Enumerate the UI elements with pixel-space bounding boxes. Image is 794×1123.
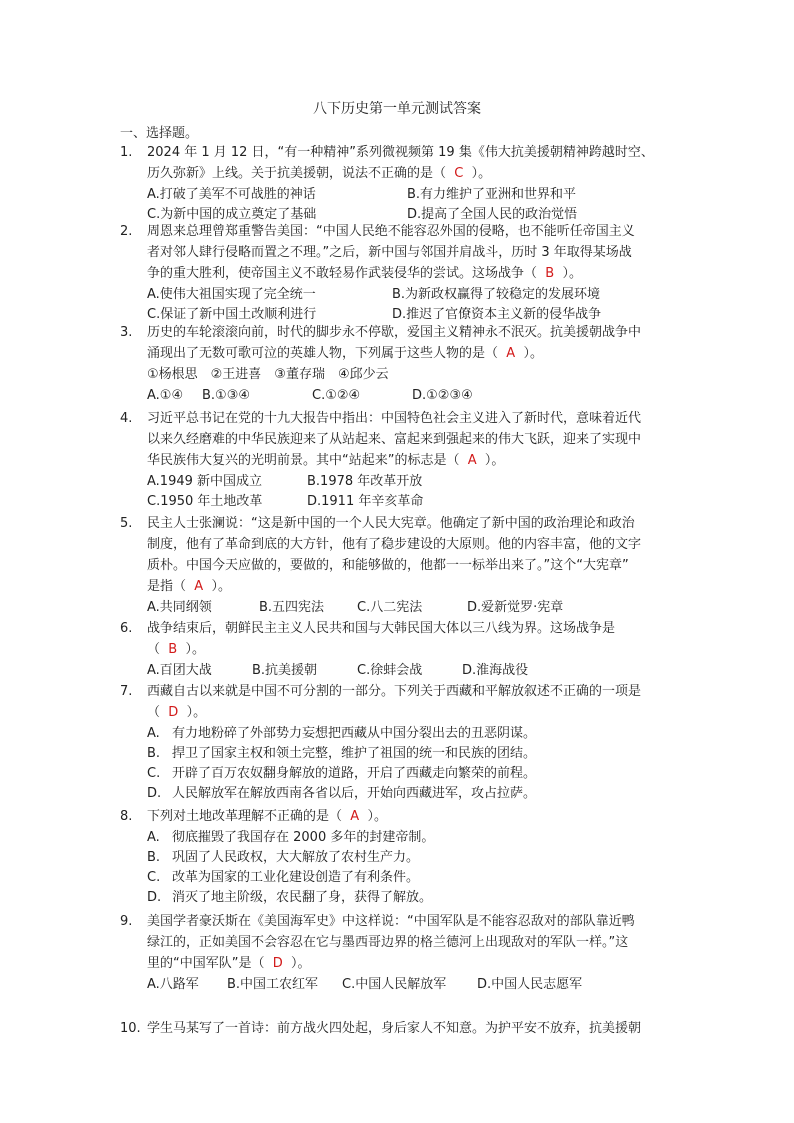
option-letter: B.	[147, 746, 161, 761]
question-line	[147, 142, 692, 163]
answer-mark: A	[498, 346, 524, 361]
question-body	[147, 806, 692, 907]
question-body	[147, 408, 692, 511]
question-line	[147, 322, 692, 343]
option-b: B.①③④	[202, 388, 251, 403]
question-line	[147, 932, 692, 953]
question-number: 4.	[120, 411, 133, 426]
question-number: 9.	[120, 914, 133, 929]
question-body	[147, 911, 692, 994]
question-text: 以来久经磨难的中华民族迎来了从站起来、富起来到强起来的伟大飞跃，迎来了实现中	[147, 432, 642, 447]
question-text: （	[147, 642, 161, 657]
answer-mark: C	[446, 166, 472, 181]
option-text: 巩固了人民政权，大大解放了农村生产力。	[172, 850, 420, 865]
question-line	[147, 1018, 692, 1039]
question-text: 习近平总书记在党的十九大报告中指出：中国特色社会主义进入了新时代，意味着近代	[147, 411, 642, 426]
option-row	[147, 284, 692, 304]
option-letter: D.	[147, 890, 162, 905]
question-line	[147, 408, 692, 429]
question-line	[147, 263, 692, 284]
question-text: 民主人士张澜说：“这是新中国的一个人民大宪章。他确定了新中国的政治理论和政治	[147, 516, 635, 531]
option-text: 改革为国家的工业化建设创造了有利条件。	[172, 870, 420, 885]
question-line	[147, 953, 692, 974]
option-b: B.中国工农红军	[227, 977, 319, 992]
question-number: 3.	[120, 325, 133, 340]
option-c: C.中国人民解放军	[342, 977, 447, 992]
question-5	[120, 513, 692, 617]
question-number: 6.	[120, 621, 133, 636]
option-row	[147, 385, 692, 405]
option-letter: A.	[147, 726, 160, 741]
option-text: 开辟了百万农奴翻身解放的道路，开启了西藏走向繁荣的前程。	[172, 766, 537, 781]
item-choices: ①杨根思 ②王进喜 ③董存瑞 ④邱少云	[147, 367, 389, 382]
question-body	[147, 142, 692, 224]
question-text: 质朴。中国今天应做的，要做的，和能够做的，他都一一标举出来了。”这个“大宪章”	[147, 558, 629, 573]
option-c: C.1950 年土地改革	[147, 494, 263, 509]
option-c: C.徐蚌会战	[357, 663, 423, 678]
question-number: 7.	[120, 684, 133, 699]
option-row	[147, 763, 692, 783]
question-1	[120, 142, 692, 224]
option-a: A.打破了美军不可战胜的神话	[147, 187, 316, 202]
question-line	[147, 513, 692, 534]
question-line	[147, 555, 692, 576]
option-d: D.1911 年辛亥革命	[307, 494, 424, 509]
option-a: A.1949 新中国成立	[147, 474, 263, 489]
option-a: A.①④	[147, 388, 184, 403]
option-letter: D.	[147, 786, 162, 801]
question-number: 10.	[120, 1021, 141, 1036]
option-row	[147, 783, 692, 803]
option-row	[147, 723, 692, 743]
question-text: 2024 年 1 月 12 日，“有一种精神”系列微视频第 19 集《伟大抗美援朝精神跨越时空、	[147, 145, 654, 160]
option-b: B.抗美援朝	[252, 663, 318, 678]
question-7	[120, 681, 692, 803]
question-3	[120, 322, 692, 405]
answer-mark: A	[186, 579, 212, 594]
question-9	[120, 911, 692, 994]
option-c: C.八二宪法	[357, 600, 423, 615]
option-d: D.爱新觉罗·宪章	[467, 600, 564, 615]
option-text: 人民解放军在解放西南各省以后，开始向西藏进军，攻占拉萨。	[172, 786, 537, 801]
question-text: 周恩来总理曾郑重警告美国：“中国人民绝不能容忍外国的侵略，也不能听任帝国主义	[147, 224, 635, 239]
question-text: 学生马某写了一首诗：前方战火四处起，身后家人不知意。为护平安不放弃，抗美援朝	[147, 1021, 642, 1036]
question-body	[147, 1018, 692, 1039]
option-row	[147, 491, 692, 511]
option-d: D.①②③④	[412, 388, 473, 403]
option-row	[147, 867, 692, 887]
question-line	[147, 450, 692, 471]
option-d: D.推迟了官僚资本主义新的侵华战争	[392, 307, 602, 322]
question-text: ）。	[484, 453, 505, 468]
option-letter: C.	[147, 870, 161, 885]
option-row	[147, 597, 692, 617]
question-4	[120, 408, 692, 511]
question-text: ）。	[562, 266, 582, 281]
question-text: 华民族伟大复兴的光明前景。其中“站起来”的标志是（	[147, 453, 460, 468]
option-d: D.提高了全国人民的政治觉悟	[407, 207, 578, 222]
option-text: 捍卫了国家主权和领土完整，维护了祖国的统一和民族的团结。	[172, 746, 537, 761]
question-text: 绿江的，正如美国不会容忍在它与墨西哥边界的格兰德河上出现敌对的军队一样。”这	[147, 935, 629, 950]
question-text: 是指（	[147, 579, 187, 594]
question-text: 争的重大胜利，使帝国主义不敢轻易作武装侵华的尝试。这场战争（	[147, 266, 538, 281]
option-b: B.1978 年改革开放	[307, 474, 423, 489]
question-body	[147, 618, 692, 680]
option-row	[147, 743, 692, 763]
option-row	[147, 184, 692, 204]
answer-mark: B	[537, 266, 563, 281]
question-6	[120, 618, 692, 680]
option-letter: C.	[147, 766, 161, 781]
answer-mark: A	[459, 453, 485, 468]
question-line	[147, 429, 692, 450]
option-c: C.①②④	[312, 388, 361, 403]
question-text: ）。	[186, 705, 207, 720]
section-heading: 一、选择题。	[120, 126, 199, 141]
question-text: ）。	[185, 642, 205, 657]
question-number: 2.	[120, 224, 133, 239]
option-text: 有力地粉碎了外部势力妄想把西藏从中国分裂出去的丑恶阴谋。	[172, 726, 537, 741]
question-line	[147, 221, 692, 242]
option-a: A.使伟大祖国实现了完全统一	[147, 287, 316, 302]
question-text: ）。	[291, 956, 311, 971]
option-a: A.八路军	[147, 977, 199, 992]
question-line	[147, 242, 692, 263]
option-b: B.五四宪法	[259, 600, 325, 615]
answer-mark: D	[264, 956, 292, 971]
question-text: ）。	[367, 809, 387, 824]
option-d: D.中国人民志愿军	[477, 977, 583, 992]
question-text: 里的“中国军队”是（	[147, 956, 265, 971]
question-line	[147, 618, 692, 639]
answer-mark: A	[342, 809, 368, 824]
question-text: ）。	[211, 579, 231, 594]
question-line	[147, 576, 692, 597]
option-row	[147, 471, 692, 491]
question-line	[147, 681, 692, 702]
question-text: 西藏自古以来就是中国不可分割的一部分。下列关于西藏和平解放叙述不正确的一项是	[147, 684, 642, 699]
option-row	[147, 974, 692, 994]
question-2	[120, 221, 692, 324]
answer-mark: D	[160, 705, 187, 720]
question-text: 涌现出了无数可歌可泣的英雄人物，下列属于这些人物的是（	[147, 346, 499, 361]
option-a: A.共同纲领	[147, 600, 212, 615]
question-text: ）。	[523, 346, 543, 361]
question-number: 1.	[120, 145, 133, 160]
question-body	[147, 322, 692, 405]
question-line	[147, 911, 692, 932]
question-text: （	[147, 705, 161, 720]
option-letter: A.	[147, 830, 160, 845]
question-body	[147, 513, 692, 617]
question-text: 历史的车轮滚滚向前，时代的脚步永不停歇，爱国主义精神永不泯灭。抗美援朝战争中	[147, 325, 642, 340]
option-a: A.百团大战	[147, 663, 212, 678]
question-text: 者对邻人肆行侵略而置之不理。”之后，新中国与邻国并肩战斗，历时 3 年取得某场战	[147, 245, 632, 260]
answer-mark: B	[160, 642, 186, 657]
question-line	[147, 806, 692, 827]
option-row	[147, 304, 692, 324]
question-body	[147, 221, 692, 324]
option-row	[147, 887, 692, 907]
question-text: 下列对土地改革理解不正确的是（	[147, 809, 343, 824]
question-number: 8.	[120, 809, 133, 824]
question-text: ）。	[471, 166, 492, 181]
question-line	[147, 639, 692, 660]
question-text: 制度，他有了革命到底的大方针，他有了稳步建设的大原则。他的内容丰富，他的文字	[147, 537, 642, 552]
option-row	[147, 660, 692, 680]
question-8	[120, 806, 692, 907]
document-title: 八下历史第一单元测试答案	[313, 101, 481, 117]
option-text: 消灭了地主阶级，农民翻了身，获得了解放。	[172, 890, 433, 905]
question-10	[120, 1018, 692, 1039]
option-b: B.为新政权赢得了较稳定的发展环境	[392, 287, 601, 302]
question-text: 美国学者豪沃斯在《美国海军史》中这样说：“中国军队是不能容忍敌对的部队靠近鸭	[147, 914, 635, 929]
option-text: 彻底摧毁了我国存在 2000 多年的封建帝制。	[172, 830, 435, 845]
option-d: D.淮海战役	[462, 663, 529, 678]
option-letter: B.	[147, 850, 161, 865]
question-line	[147, 343, 692, 364]
option-row	[147, 847, 692, 867]
option-c: C.为新中国的成立奠定了基础	[147, 207, 317, 222]
question-line	[147, 534, 692, 555]
question-line	[147, 163, 692, 184]
option-c: C.保证了新中国土改顺利进行	[147, 307, 317, 322]
question-number: 5.	[120, 516, 133, 531]
question-line	[147, 702, 692, 723]
question-text: 历久弥新》上线。关于抗美援朝，说法不正确的是（	[147, 166, 447, 181]
question-body	[147, 681, 692, 803]
option-b: B.有力维护了亚洲和世界和平	[407, 187, 577, 202]
question-text: 战争结束后，朝鲜民主主义人民共和国与大韩民国大体以三八线为界。这场战争是	[147, 621, 616, 636]
option-row	[147, 827, 692, 847]
